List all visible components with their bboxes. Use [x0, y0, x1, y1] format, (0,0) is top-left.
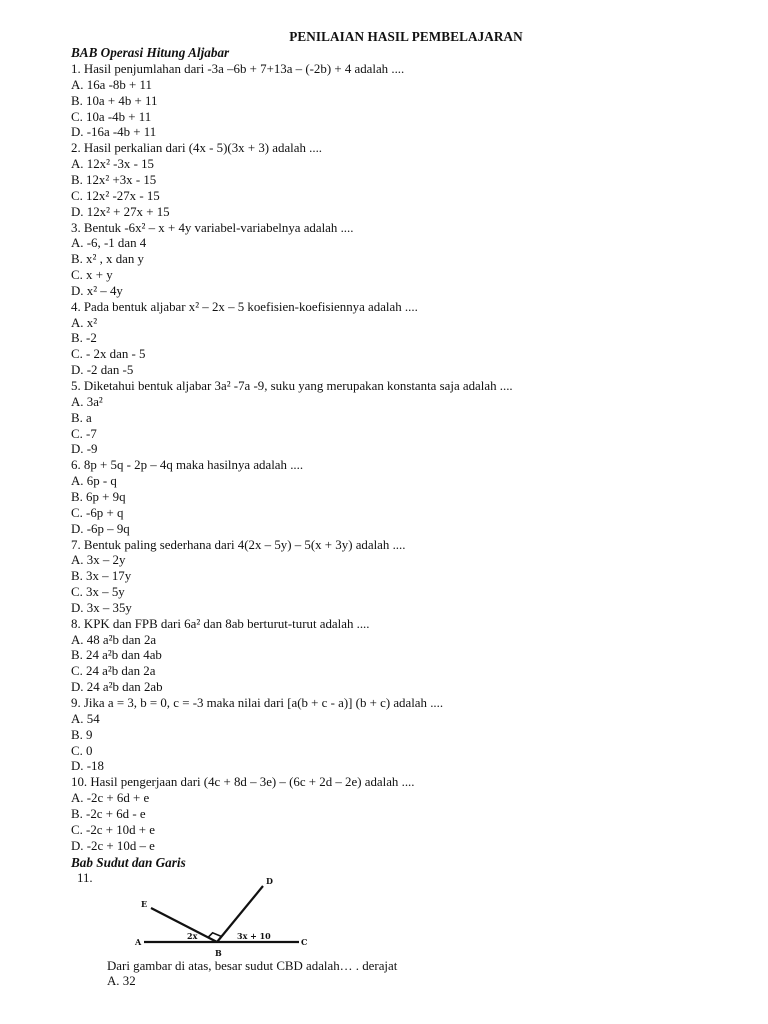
question-text: 10. Hasil pengerjaan dari (4c + 8d – 3e) – (6c + 2d – 2e) adalah .... — [71, 775, 415, 790]
page-title: PENILAIAN HASIL PEMBELAJARAN — [289, 29, 523, 44]
section-heading-sudut-garis: Bab Sudut dan Garis — [71, 855, 186, 870]
question-11-number: 11. — [77, 871, 93, 885]
section-heading-aljabar: BAB Operasi Hitung Aljabar — [71, 45, 230, 60]
label-angle-3x-10: 3x + 10 — [237, 931, 271, 941]
question-text: 9. Jika a = 3, b = 0, c = -3 maka nilai dari [a(b + c - a)] (b + c) adalah .... — [71, 696, 444, 710]
question-11-text: Dari gambar di atas, besar sudut CBD adalah… . derajat — [107, 959, 398, 973]
question-text: 8. KPK dan FPB dari 6a² dan 8ab berturut-turut adalah .... — [71, 616, 370, 631]
answer-option: D. -16a -4b + 11 — [71, 125, 157, 140]
answer-option: B. a — [71, 410, 92, 425]
angle-diagram — [129, 868, 329, 966]
answer-option: B. 24 a²b dan 4ab — [71, 648, 162, 663]
answer-option: B. 9 — [71, 727, 93, 742]
label-d: D — [266, 876, 273, 886]
answer-option: D. -9 — [71, 442, 98, 457]
answer-option: D. -2c + 10d – e — [71, 838, 155, 853]
label-b: B — [215, 948, 222, 958]
answer-option: D. -2 dan -5 — [71, 363, 134, 378]
right-angle-marker — [208, 933, 221, 938]
answer-option: A. 3a² — [71, 394, 103, 409]
answer-option: A. -6, -1 dan 4 — [71, 236, 147, 251]
answer-option: D. 3x – 35y — [71, 600, 132, 615]
answer-option: A. 54 — [71, 711, 100, 726]
answer-option: A. 6p - q — [71, 474, 117, 489]
question-text: 4. Pada bentuk aljabar x² – 2x – 5 koefisien-koefisiennya adalah .... — [71, 299, 418, 314]
answer-option: B. 3x – 17y — [71, 569, 132, 584]
answer-option: D. x² – 4y — [71, 283, 123, 298]
answer-option: A. 16a -8b + 11 — [71, 77, 152, 92]
question-text: 5. Diketahui bentuk aljabar 3a² -7a -9, suku yang merupakan konstanta saja adalah .... — [71, 379, 513, 393]
answer-option: B. -2 — [71, 331, 97, 346]
answer-option: C. x + y — [71, 268, 113, 282]
answer-option: C. 24 a²b dan 2a — [71, 664, 156, 679]
answer-option: B. 10a + 4b + 11 — [71, 93, 158, 108]
answer-option: B. 6p + 9q — [71, 489, 126, 504]
question-text: 1. Hasil penjumlahan dari -3a –6b + 7+13a – (-2b) + 4 adalah .... — [71, 62, 405, 76]
answer-option: A. 3x – 2y — [71, 553, 126, 568]
answer-option: C. -2c + 10d + e — [71, 822, 155, 837]
ray-be — [151, 908, 217, 942]
answer-option: D. -18 — [71, 759, 104, 774]
answer-option: C. 12x² -27x - 15 — [71, 188, 160, 203]
answer-option: A. 12x² -3x - 15 — [71, 157, 154, 172]
answer-option: C. 3x – 5y — [71, 585, 125, 599]
question-text: 6. 8p + 5q - 2p – 4q maka hasilnya adalah .... — [71, 458, 304, 473]
question-text: 3. Bentuk -6x² – x + 4y variabel-variabelnya adalah .... — [71, 220, 354, 235]
question-text: 7. Bentuk paling sederhana dari 4(2x – 5y) – 5(x + 3y) adalah .... — [71, 537, 406, 552]
label-a: A — [135, 937, 142, 947]
answer-option: C. - 2x dan - 5 — [71, 347, 146, 362]
label-angle-2x: 2x — [187, 931, 198, 941]
label-c: C — [301, 937, 308, 947]
answer-option: D. 24 a²b dan 2ab — [71, 680, 163, 695]
answer-option: C. -7 — [71, 426, 97, 441]
answer-option: C. -6p + q — [71, 505, 124, 520]
answer-option: C. 10a -4b + 11 — [71, 109, 152, 124]
answer-option: B. -2c + 6d - e — [71, 806, 146, 821]
answer-option: A. 48 a²b dan 2a — [71, 632, 157, 647]
answer-option: D. -6p – 9q — [71, 521, 130, 536]
answer-option: D. 12x² + 27x + 15 — [71, 204, 170, 219]
label-e: E — [141, 899, 148, 909]
answer-option: C. 0 — [71, 743, 93, 758]
question-11-option-a: A. 32 — [107, 974, 136, 988]
answer-option: B. 12x² +3x - 15 — [71, 172, 157, 187]
answer-option: A. x² — [71, 315, 98, 330]
question-text: 2. Hasil perkalian dari (4x - 5)(3x + 3) adalah .... — [71, 141, 323, 156]
answer-option: A. -2c + 6d + e — [71, 791, 150, 806]
answer-option: B. x² , x dan y — [71, 252, 144, 267]
